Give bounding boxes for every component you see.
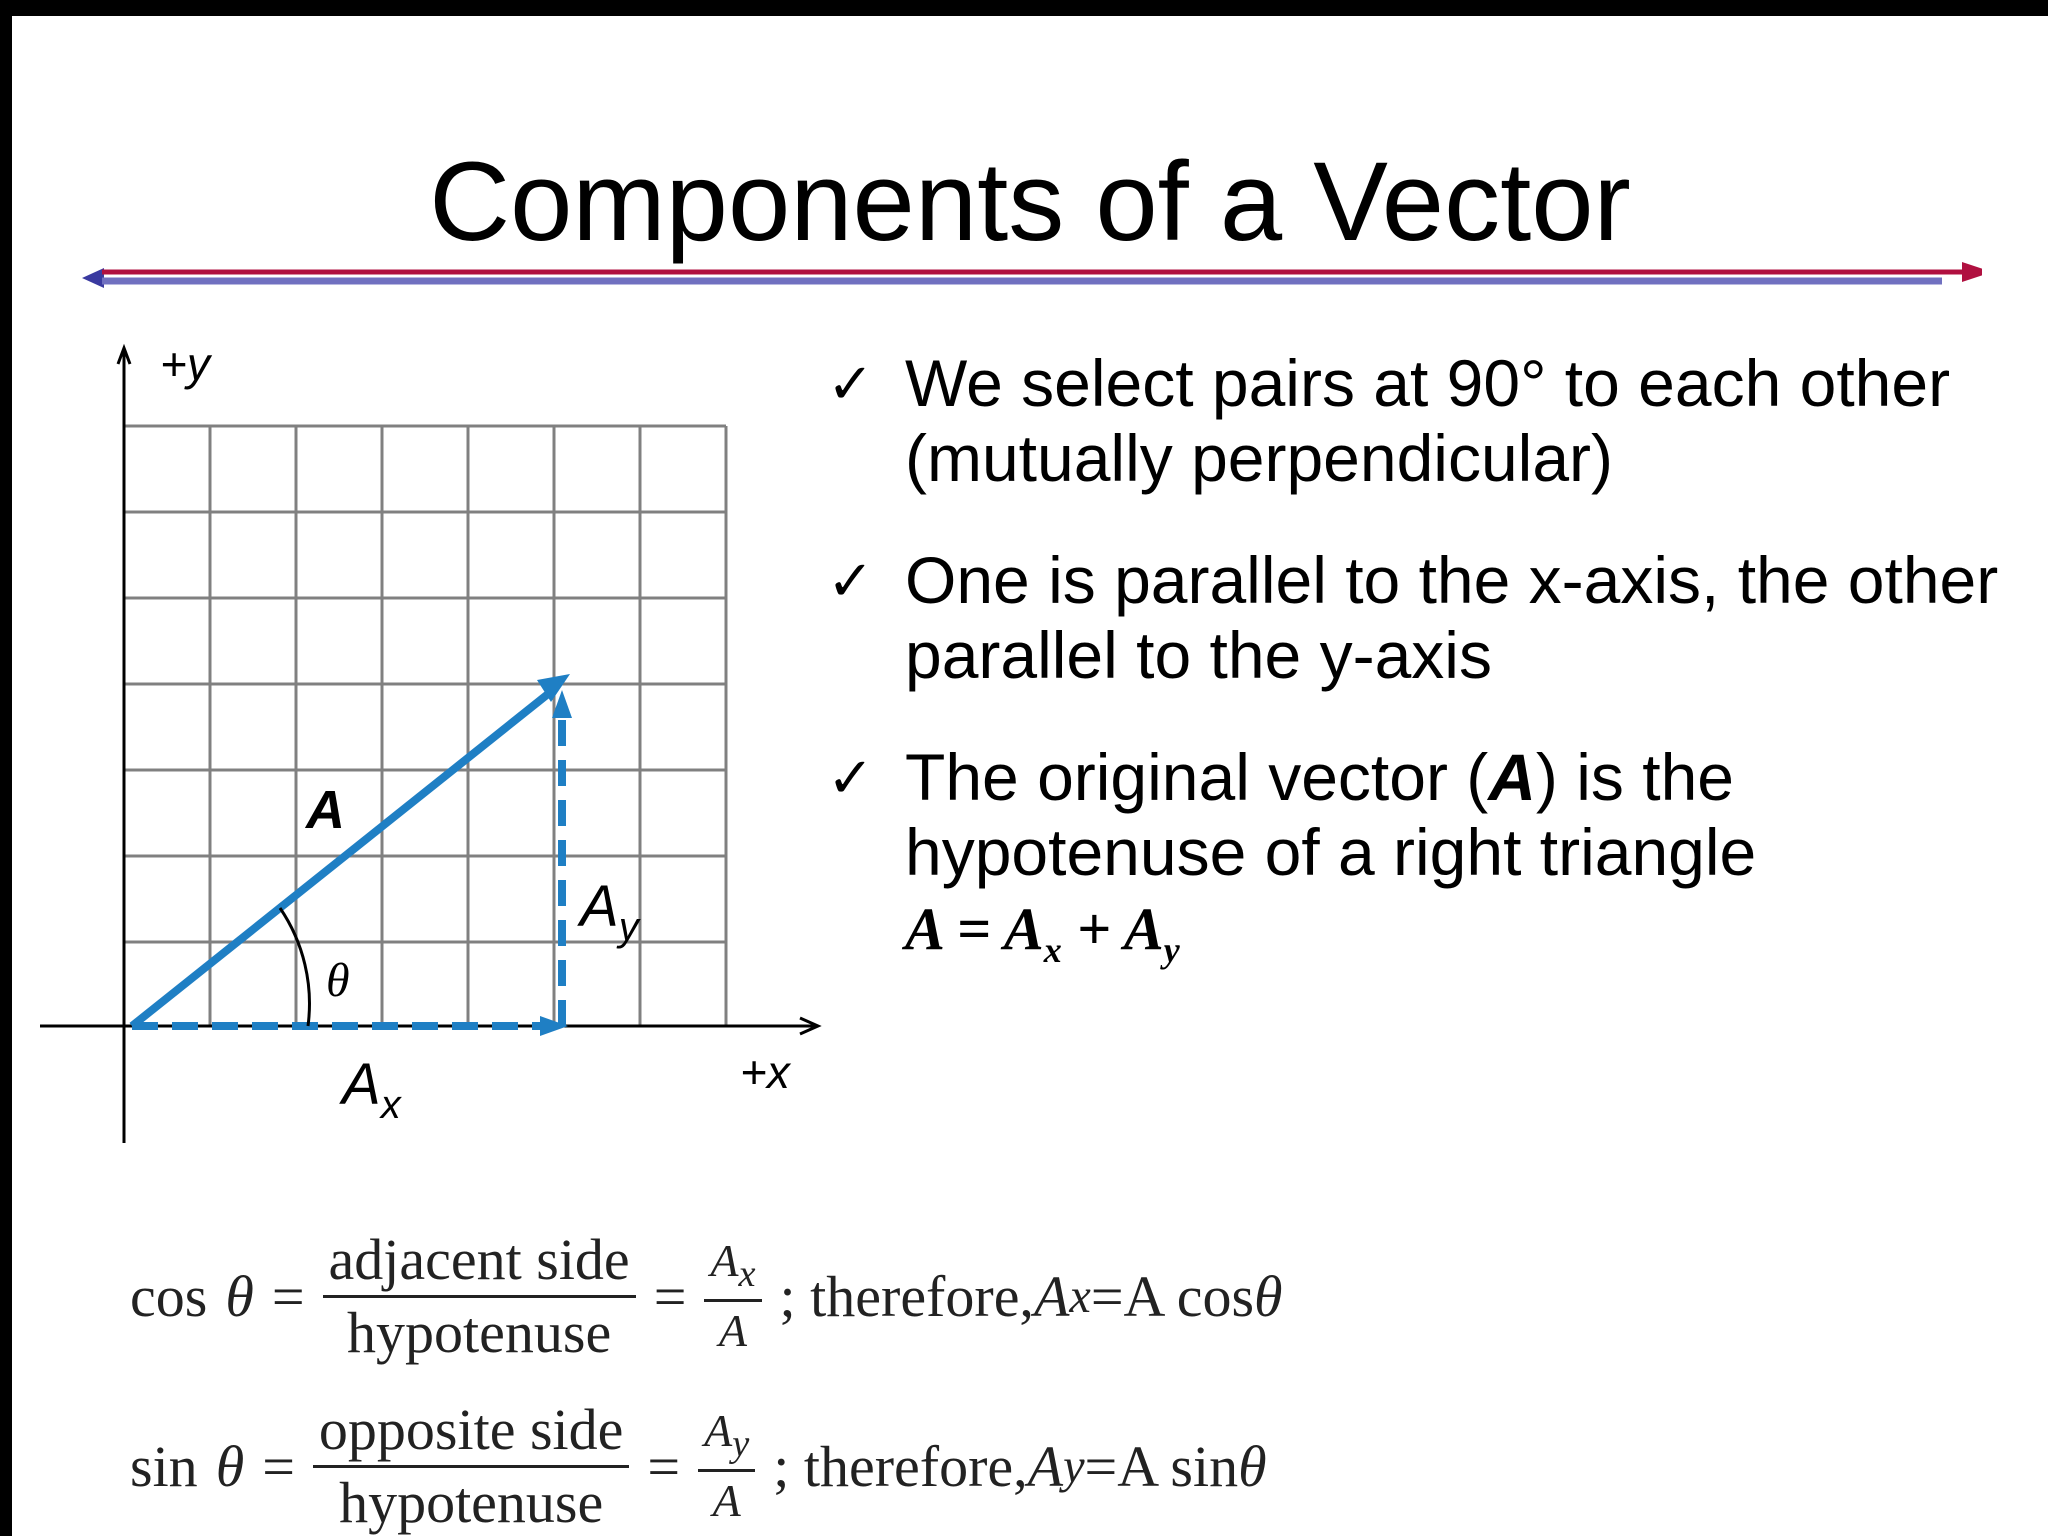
sin-ratio-fraction: $\frac{\text{opposite side}}{\text{hypotenuse}}$	[313, 1401, 629, 1532]
bullet-item	[827, 346, 2042, 496]
bullet-text: One is parallel to the x-axis, the other parallel to the y-axis	[905, 543, 1999, 692]
angle-label: θ	[326, 954, 350, 1007]
slide-title: Components of a Vector	[429, 139, 1631, 264]
vector-sum-formula: $A = A_x + A_y$	[905, 896, 1180, 970]
bullet-text: The original vector (A) is the hypotenuse of a right triangle	[905, 740, 1757, 889]
cos-equation: cos θ = $\frac{\text{adjacent side}}{\text{hypotenuse}}$ = $\frac{A_x}{A}$ ; therefore, A x = A cos θ	[130, 1226, 1283, 1365]
check-icon: ✓	[827, 549, 874, 612]
cos-ratio-fraction: $\frac{\text{adjacent side}}{\text{hypotenuse}}$	[323, 1231, 636, 1362]
sin-symbol-fraction: $\frac{A_y}{A}$	[698, 1408, 755, 1525]
bullet-list	[827, 346, 2042, 1035]
y-component-label: $A_y$	[580, 874, 639, 949]
bullet-item	[827, 543, 2042, 693]
bullet-text: We select pairs at 90° to each other (mutually perpendicular)	[905, 346, 1951, 495]
check-icon: ✓	[827, 352, 874, 415]
divider-right-arrowhead	[1962, 262, 1982, 282]
vector-a-label: A	[306, 780, 345, 840]
check-icon: ✓	[827, 746, 874, 809]
bullet-item	[827, 740, 2042, 988]
slide	[12, 16, 2048, 1536]
title-divider	[82, 256, 1982, 296]
divider-left-arrowhead	[82, 268, 104, 288]
cos-symbol-fraction: $\frac{A_x}{A}$	[704, 1238, 761, 1355]
y-axis-label: +y	[160, 338, 210, 390]
x-axis-label: +x	[740, 1046, 790, 1098]
sin-equation: sin θ = $\frac{\text{opposite side}}{\text{hypotenuse}}$ = $\frac{A_y}{A}$ ; therefore, A y = A sin θ	[130, 1396, 1267, 1535]
trig-equations	[130, 1211, 1283, 1536]
vector-diagram	[40, 328, 830, 1148]
x-component-label: $A_x$	[342, 1052, 401, 1127]
